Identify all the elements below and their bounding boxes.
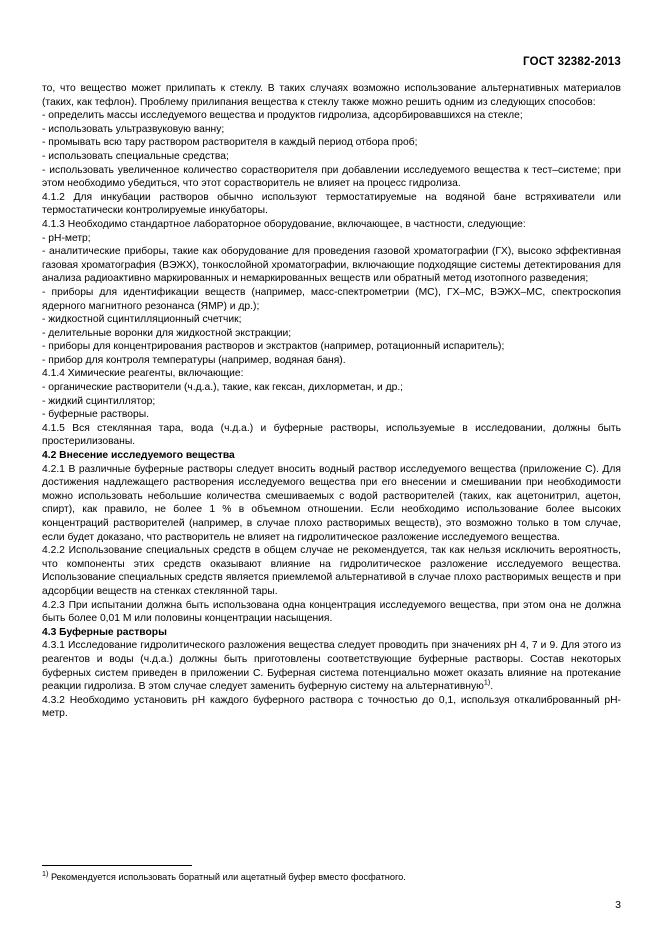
footnote-marker: 1): [42, 868, 49, 878]
paragraph: - pH-метр;: [42, 232, 91, 244]
paragraph: 4.1.4 Химические реагенты, включающие:: [42, 368, 244, 380]
footnote-body: Рекомендуется использовать боратный или ацетатный буфер вместо фосфатного.: [48, 872, 406, 882]
paragraph: - использовать увеличенное количество сорастворителя при добавлении исследуемого вещества к тест–системе; при этом необходимо убедиться, что этот сорастворитель не влияет на процесс гидролиза.: [42, 164, 621, 190]
paragraph: - приборы для идентификации веществ (например, масс-спектрометрии (МС), ГХ–МС, ВЭЖХ–МС, спектроскопия ядерного магнитного резонанса (ЯМР) и др.);: [42, 286, 621, 312]
paragraph: - определить массы исследуемого вещества и продуктов гидролиза, адсорбировавшихся на стекле;: [42, 110, 523, 122]
paragraph: - приборы для концентрирования растворов и экстрактов (например, ротационный испаритель);: [42, 341, 505, 353]
paragraph: 4.1.2 Для инкубации растворов обычно используют термостатируемые на водяной бане встряхиватели или термостатически контролируемые инкубаторы.: [42, 191, 621, 217]
paragraph: 4.3.2 Необходимо установить pH каждого буферного раствора с точностью до 0,1, используя откалиброванный pH-метр.: [42, 694, 621, 720]
footnote-area: [42, 865, 621, 883]
paragraph: - аналитические приборы, такие как оборудование для проведения газовой хроматографии (ГХ), высоко эффективная газовая хроматография (ВЭЖХ), тонкослойной хроматографии, включающие подходящие системы детектирования для анализа радиоактивно маркированных и немаркированных веществ или обратный метод изотопного разведения;: [42, 246, 621, 285]
paragraph: - органические растворители (ч.д.а.), такие, как гексан, дихлорметан, и др.;: [42, 382, 404, 394]
paragraph: 4.2.2 Использование специальных средств в общем случае не рекомендуется, так как нельзя исключить вероятность, что компоненты этих средств оказывают влияние на гидролитическое разложение исследуемого вещества. Использование специальных средств является приемлемой альтернативой в случае плохо растворимых веществ и при адсорбции веществ на стенках стеклянной тары.: [42, 545, 621, 597]
paragraph: 4.1.5 Вся стеклянная тара, вода (ч.д.а.) и буферные растворы, используемые в исследовании, должны быть простерилизованы.: [42, 422, 621, 448]
paragraph: 4.2.3 При испытании должна быть использована одна концентрация исследуемого вещества, при этом она не должна быть более 0,01 М или половины концентрации насыщения.: [42, 599, 621, 625]
footnote-divider: [42, 865, 192, 866]
paragraph: - промывать всю тару раствором растворителя в каждый период отбора проб;: [42, 137, 418, 149]
paragraph: 4.1.3 Необходимо стандартное лабораторное оборудование, включающее, в частности, следующие:: [42, 218, 526, 230]
footnote-reference[interactable]: 1): [483, 677, 491, 687]
paragraph: - делительные воронки для жидкостной экстракции;: [42, 327, 292, 339]
section-heading: 4.2 Внесение исследуемого вещества: [42, 450, 235, 462]
paragraph-tail: .: [490, 681, 494, 693]
paragraph-with-footnote-ref: [42, 639, 621, 693]
paragraph: - прибор для контроля температуры (например, водяная баня).: [42, 354, 346, 366]
paragraph: - использовать ультразвуковую ванну;: [42, 123, 225, 135]
paragraph: - буферные растворы.: [42, 409, 149, 421]
paragraph: - использовать специальные средства;: [42, 150, 229, 162]
standard-number-header: ГОСТ 32382-2013: [523, 56, 621, 68]
footnote: [42, 868, 621, 883]
page-number: 3: [615, 899, 621, 911]
paragraph: - жидкостной сцинтилляционный счетчик;: [42, 314, 242, 326]
document-body: [42, 82, 621, 721]
paragraph: то, что вещество может прилипать к стеклу. В таких случаях возможно использование альтернативных материалов (таких, как тефлон). Проблему прилипания вещества к стеклу также можно решить одним из следующих способов:: [42, 83, 621, 108]
section-heading: 4.3 Буферные растворы: [42, 626, 167, 638]
paragraph: - жидкий сцинтиллятор;: [42, 395, 156, 407]
paragraph: 4.2.1 В различные буферные растворы следует вносить водный раствор исследуемого вещества (приложение С). Для достижения надлежащего растворения исследуемого вещества при его внесении и смешивании при необходимости можно использовать небольшие количества смешиваемых с водой растворителей (таких, как ацетонитрил, ацетон, спирт), как правило, не более 1 % в объемном отношении. Если необходимо использование более высоких концентраций растворителей (например, в случае плохо растворимых веществ), это возможно только в том случае, если будет доказано, что растворитель не влияет на гидролитическое разложение исследуемого вещества.: [42, 463, 621, 543]
paragraph-text: 4.3.1 Исследование гидролитического разложения вещества следует проводить при значениях pH 4, 7 и 9. Для этого из реагентов и воды (ч.д.а.) должны быть приготовлены соответствующие буферные растворы. Состав некоторых буферных систем приведен в приложении C. Буферная система потенциально может оказать влияние на протекание реакции гидролиза. В этом случае следует заменить буферную систему на альтернативную: [42, 640, 621, 693]
